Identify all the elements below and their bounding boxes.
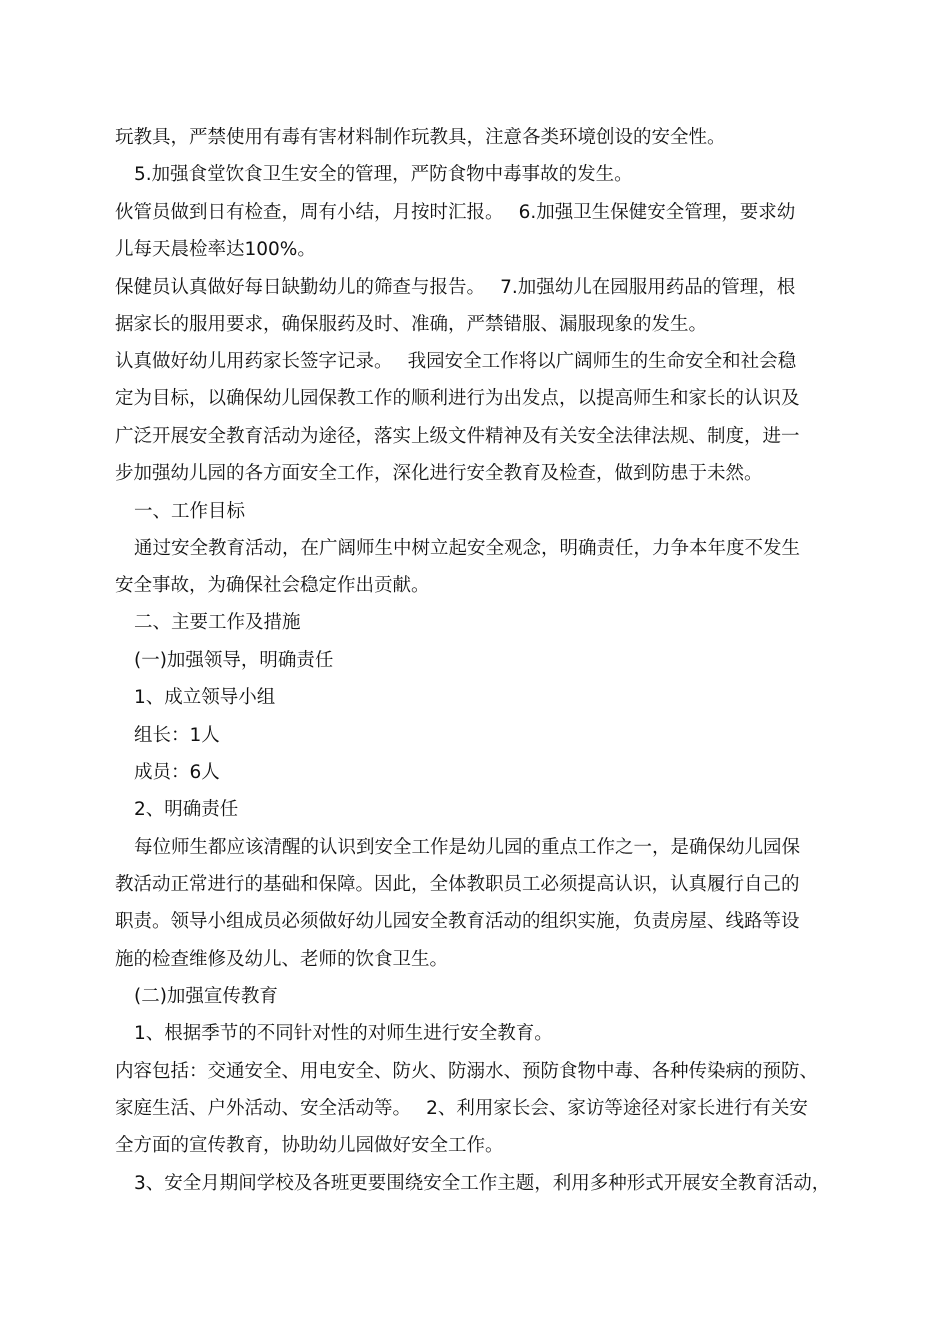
- section-heading: 一、工作目标: [134, 501, 246, 522]
- text-line: 施的检查维修及幼儿、老师的饮食卫生。: [115, 949, 449, 970]
- text-line: 5.加强食堂饮食卫生安全的管理，严防食物中毒事故的发生。: [134, 164, 633, 185]
- subsection-heading: (二)加强宣传教育: [134, 986, 278, 1007]
- text-line: 1、根据季节的不同针对性的对师生进行安全教育。: [134, 1023, 553, 1044]
- text-line: 伙管员做到日有检查，周有小结，月按时汇报。 6.加强卫生保健安全管理，要求幼: [115, 202, 796, 223]
- text-line: 每位师生都应该清醒的认识到安全工作是幼儿园的重点工作之一，是确保幼儿园保: [134, 837, 801, 858]
- text-line: 成员：6人: [134, 762, 220, 783]
- text-line: 3、安全月期间学校及各班更要围绕安全工作主题，利用多种形式开展安全教育活动，: [134, 1173, 831, 1194]
- text-line: 内容包括：交通安全、用电安全、防火、防溺水、预防食物中毒、各种传染病的预防、: [115, 1061, 819, 1082]
- text-line: 教活动正常进行的基础和保障。因此，全体教职员工必须提高认识，认真履行自己的: [115, 874, 800, 895]
- subsection-heading: (一)加强领导，明确责任: [134, 650, 334, 671]
- text-line: 儿每天晨检率达100%。: [115, 239, 316, 260]
- text-line: 安全事故，为确保社会稳定作出贡献。: [115, 575, 430, 596]
- text-line: 保健员认真做好每日缺勤幼儿的筛查与报告。 7.加强幼儿在园服用药品的管理，根: [115, 277, 796, 298]
- text-line: 定为目标，以确保幼儿园保教工作的顺利进行为出发点，以提高师生和家长的认识及: [115, 388, 800, 409]
- text-line: 2、明确责任: [134, 799, 239, 820]
- text-line: 步加强幼儿园的各方面安全工作，深化进行安全教育及检查，做到防患于未然。: [115, 463, 763, 484]
- text-line: 组长：1人: [134, 725, 220, 746]
- text-line: 职责。领导小组成员必须做好幼儿园安全教育活动的组织实施，负责房屋、线路等设: [115, 911, 800, 932]
- text-line: 认真做好幼儿用药家长签字记录。 我园安全工作将以广阔师生的生命安全和社会稳: [115, 351, 797, 372]
- text-line: 家庭生活、户外活动、安全活动等。 2、利用家长会、家访等途径对家长进行有关安: [115, 1098, 808, 1119]
- section-heading: 二、主要工作及措施: [134, 612, 301, 633]
- text-line: 据家长的服用要求，确保服药及时、准确，严禁错服、漏服现象的发生。: [115, 314, 708, 335]
- text-line: 玩教具，严禁使用有毒有害材料制作玩教具，注意各类环境创设的安全性。: [115, 127, 726, 148]
- text-line: 全方面的宣传教育，协助幼儿园做好安全工作。: [115, 1135, 504, 1156]
- text-line: 广泛开展安全教育活动为途径，落实上级文件精神及有关安全法律法规、制度，进一: [115, 426, 800, 447]
- text-line: 1、成立领导小组: [134, 687, 276, 708]
- text-line: 通过安全教育活动，在广阔师生中树立起安全观念，明确责任，力争本年度不发生: [134, 538, 801, 559]
